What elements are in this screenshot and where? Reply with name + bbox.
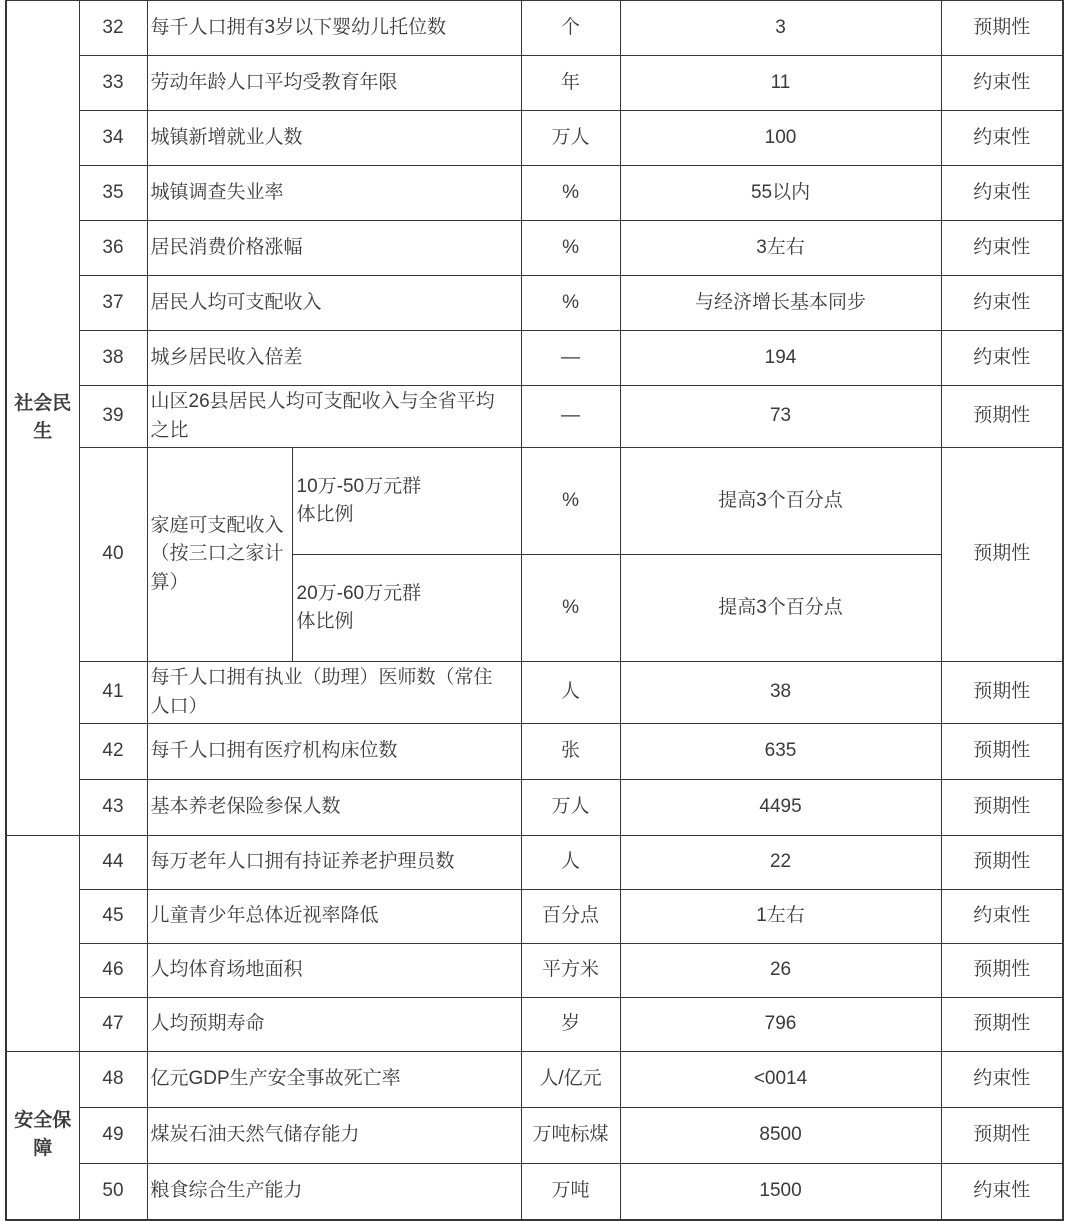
target-cell: 38 [620, 662, 941, 724]
unit-cell: 平方米 [521, 944, 620, 998]
target-cell: 4495 [620, 780, 941, 836]
attribute-cell: 预期性 [941, 448, 1063, 662]
table-row-40a [6, 448, 1063, 555]
unit-cell: % [521, 448, 620, 555]
indicator-cell: 山区26县居民人均可支配收入与全省平均之比 [147, 386, 521, 448]
indicator-cell: 人均体育场地面积 [147, 944, 521, 998]
unit-cell: 岁 [521, 998, 620, 1052]
attribute-cell: 约束性 [941, 221, 1063, 276]
attribute-cell: 约束性 [941, 1052, 1063, 1108]
attribute-cell: 约束性 [941, 276, 1063, 331]
table-row-45 [6, 890, 1063, 944]
attribute-cell: 预期性 [941, 662, 1063, 724]
indicator-cell: 居民消费价格涨幅 [147, 221, 521, 276]
indicator-cell: 基本养老保险参保人数 [147, 780, 521, 836]
target-cell: 提高3个百分点 [620, 448, 941, 555]
attribute-cell: 预期性 [941, 944, 1063, 998]
unit-cell: 人 [521, 836, 620, 890]
target-cell: <0014 [620, 1052, 941, 1108]
unit-cell: % [521, 555, 620, 662]
row-index-cell: 44 [79, 836, 147, 890]
attribute-cell: 预期性 [941, 1, 1063, 56]
target-cell: 194 [620, 331, 941, 386]
target-cell: 1500 [620, 1164, 941, 1220]
table-row-44 [6, 836, 1063, 890]
row-index-cell: 40 [79, 448, 147, 662]
row-index-cell: 37 [79, 276, 147, 331]
table-row-48 [6, 1052, 1063, 1108]
attribute-cell: 约束性 [941, 56, 1063, 111]
indicator-subtext: 10万-50万元群体比例 [296, 475, 422, 525]
attribute-cell: 预期性 [941, 836, 1063, 890]
planning-indicators-table [5, 0, 1064, 1221]
table-row-41 [6, 662, 1063, 724]
indicator-cell: 煤炭石油天然气储存能力 [147, 1108, 521, 1164]
attribute-cell: 约束性 [941, 890, 1063, 944]
target-cell: 3 [620, 1, 941, 56]
target-cell: 55以内 [620, 166, 941, 221]
row-index-cell: 33 [79, 56, 147, 111]
table-row-38 [6, 331, 1063, 386]
target-cell: 73 [620, 386, 941, 448]
unit-cell: 万人 [521, 780, 620, 836]
table-row-49 [6, 1108, 1063, 1164]
row-index-cell: 46 [79, 944, 147, 998]
indicator-cell: 儿童青少年总体近视率降低 [147, 890, 521, 944]
row-index-cell: 50 [79, 1164, 147, 1220]
unit-cell: 万吨 [521, 1164, 620, 1220]
table-row-47 [6, 998, 1063, 1052]
target-cell: 22 [620, 836, 941, 890]
attribute-cell: 约束性 [941, 166, 1063, 221]
indicator-cell: 劳动年龄人口平均受教育年限 [147, 56, 521, 111]
unit-cell: 张 [521, 724, 620, 780]
target-cell: 8500 [620, 1108, 941, 1164]
table-row-36 [6, 221, 1063, 276]
row-index-cell: 48 [79, 1052, 147, 1108]
row-index-cell: 36 [79, 221, 147, 276]
target-cell: 26 [620, 944, 941, 998]
target-cell: 1左右 [620, 890, 941, 944]
table-row-37 [6, 276, 1063, 331]
attribute-cell: 预期性 [941, 998, 1063, 1052]
indicator-subcell [292, 555, 521, 662]
attribute-cell: 约束性 [941, 331, 1063, 386]
indicator-cell: 粮食综合生产能力 [147, 1164, 521, 1220]
unit-cell: — [521, 386, 620, 448]
target-cell: 796 [620, 998, 941, 1052]
unit-cell: 人/亿元 [521, 1052, 620, 1108]
category-cell-blank [6, 836, 79, 1052]
indicator-cell: 人均预期寿命 [147, 998, 521, 1052]
table-row-39 [6, 386, 1063, 448]
unit-cell: % [521, 276, 620, 331]
row-index-cell: 45 [79, 890, 147, 944]
row-index-cell: 47 [79, 998, 147, 1052]
indicator-cell: 居民人均可支配收入 [147, 276, 521, 331]
target-cell: 提高3个百分点 [620, 555, 941, 662]
indicator-subcell [292, 448, 521, 555]
indicator-cell: 每千人口拥有3岁以下婴幼儿托位数 [147, 1, 521, 56]
indicator-cell: 每千人口拥有执业（助理）医师数（常住人口） [147, 662, 521, 724]
unit-cell: % [521, 166, 620, 221]
target-cell: 与经济增长基本同步 [620, 276, 941, 331]
row-index-cell: 38 [79, 331, 147, 386]
table-row-35 [6, 166, 1063, 221]
target-cell: 3左右 [620, 221, 941, 276]
target-cell: 635 [620, 724, 941, 780]
unit-cell: 百分点 [521, 890, 620, 944]
table-row-42 [6, 724, 1063, 780]
table-row-50 [6, 1164, 1063, 1220]
target-cell: 100 [620, 111, 941, 166]
table-row-34 [6, 111, 1063, 166]
row-index-cell: 43 [79, 780, 147, 836]
indicator-subtext: 20万-60万元群体比例 [296, 582, 422, 632]
unit-cell: 万人 [521, 111, 620, 166]
unit-cell: % [521, 221, 620, 276]
indicator-cell: 城乡居民收入倍差 [147, 331, 521, 386]
table-row-33 [6, 56, 1063, 111]
indicator-cell: 每千人口拥有医疗机构床位数 [147, 724, 521, 780]
table-row-46 [6, 944, 1063, 998]
indicator-parent-cell: 家庭可支配收入（按三口之家计算） [147, 448, 292, 662]
unit-cell: — [521, 331, 620, 386]
category-cell-safety-security: 安全保障 [6, 1052, 79, 1220]
attribute-cell: 预期性 [941, 386, 1063, 448]
unit-cell: 人 [521, 662, 620, 724]
indicator-cell: 亿元GDP生产安全事故死亡率 [147, 1052, 521, 1108]
row-index-cell: 34 [79, 111, 147, 166]
unit-cell: 个 [521, 1, 620, 56]
row-index-cell: 39 [79, 386, 147, 448]
category-cell-social-livelihood: 社会民生 [6, 1, 79, 836]
unit-cell: 万吨标煤 [521, 1108, 620, 1164]
target-cell: 11 [620, 56, 941, 111]
row-index-cell: 32 [79, 1, 147, 56]
attribute-cell: 约束性 [941, 1164, 1063, 1220]
table-row-43 [6, 780, 1063, 836]
row-index-cell: 42 [79, 724, 147, 780]
table-row-32 [6, 1, 1063, 56]
row-index-cell: 35 [79, 166, 147, 221]
attribute-cell: 预期性 [941, 780, 1063, 836]
row-index-cell: 49 [79, 1108, 147, 1164]
attribute-cell: 预期性 [941, 724, 1063, 780]
unit-cell: 年 [521, 56, 620, 111]
indicator-cell: 城镇调查失业率 [147, 166, 521, 221]
row-index-cell: 41 [79, 662, 147, 724]
indicator-cell: 城镇新增就业人数 [147, 111, 521, 166]
attribute-cell: 约束性 [941, 111, 1063, 166]
attribute-cell: 预期性 [941, 1108, 1063, 1164]
indicator-cell: 每万老年人口拥有持证养老护理员数 [147, 836, 521, 890]
